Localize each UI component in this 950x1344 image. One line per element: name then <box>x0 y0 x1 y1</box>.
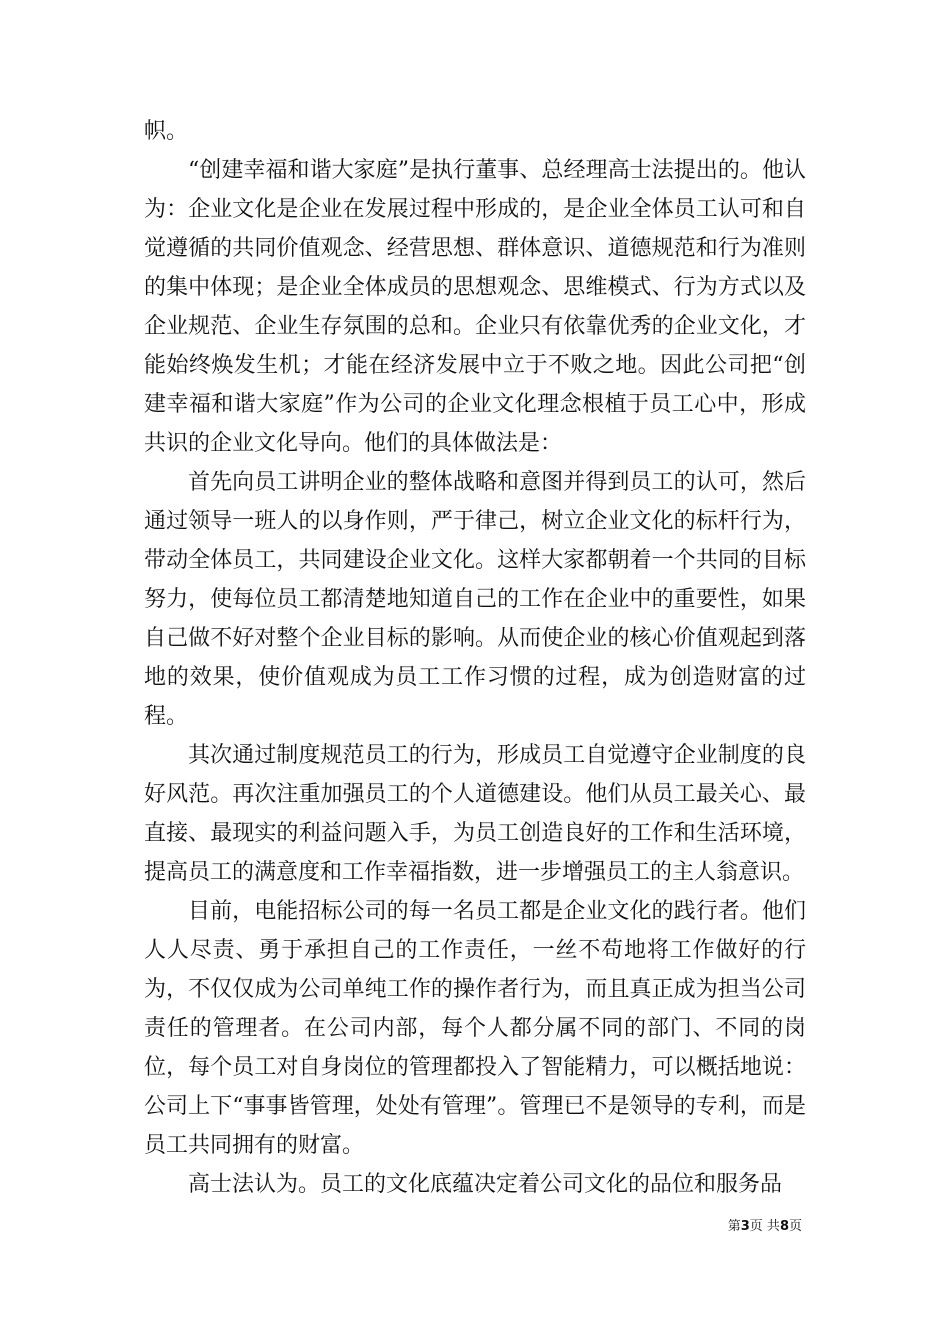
footer-prefix: 第 <box>727 1219 741 1234</box>
current-page-number: 3 <box>740 1219 750 1234</box>
footer-suffix: 页 <box>788 1219 802 1234</box>
total-pages-number: 8 <box>779 1219 789 1234</box>
footer-middle: 页 共 <box>749 1219 780 1234</box>
paragraph-5: 目前，电能招标公司的每一名员工都是企业文化的践行者。他们人人尽责、勇于承担自己的工作责任，一丝不苟地将工作做好的行为，不仅仅成为公司单纯工作的操作者行为，而且真正成为担当公司责任的管理者。在公司内部，每个人都分属不同的部门、不同的岗位，每个员工对自身岗位的管理都投入了智能精力，可以概括地说：公司上下“事事皆管理，处处有管理”。管理已不是领导的专利，而是员工共同拥有的财富。 <box>144 899 806 1158</box>
document-body <box>144 112 806 1204</box>
paragraph-2: “创建幸福和谐大家庭”是执行董事、总经理高士法提出的。他认为：企业文化是企业在发展过程中形成的，是企业全体员工认可和自觉遵循的共同价值观念、经营思想、群体意识、道德规范和行为准则的集中体现；是企业全体成员的思想观念、思维模式、行为方式以及企业规范、企业生存氛围的总和。企业只有依靠优秀的企业文化，才能始终焕发生机；才能在经济发展中立于不败之地。因此公司把“创建幸福和谐大家庭”作为公司的企业文化理念根植于员工心中，形成共识的企业文化导向。他们的具体做法是： <box>144 158 806 456</box>
paragraph-4: 其次通过制度规范员工的行为，形成员工自觉遵守企业制度的良好风范。再次注重加强员工的个人道德建设。他们从员工最关心、最直接、最现实的利益问题入手，为员工创造良好的工作和生活环境，提高员工的满意度和工作幸福指数，进一步增强员工的主人翁意识。 <box>144 743 806 885</box>
paragraph-1: 帜。 <box>144 119 189 144</box>
page-footer <box>728 1218 802 1236</box>
paragraph-6: 高士法认为。员工的文化底蕴决定着公司文化的品位和服务品 <box>188 1172 783 1197</box>
paragraph-3: 首先向员工讲明企业的整体战略和意图并得到员工的认可，然后通过领导一班人的以身作则，严于律己，树立企业文化的标杆行为，带动全体员工，共同建设企业文化。这样大家都朝着一个共同的目标努力，使每位员工都清楚地知道自己的工作在企业中的重要性，如果自己做不好对整个企业目标的影响。从而使企业的核心价值观起到落地的效果，使价值观成为员工工作习惯的过程，成为创造财富的过程。 <box>144 470 806 729</box>
